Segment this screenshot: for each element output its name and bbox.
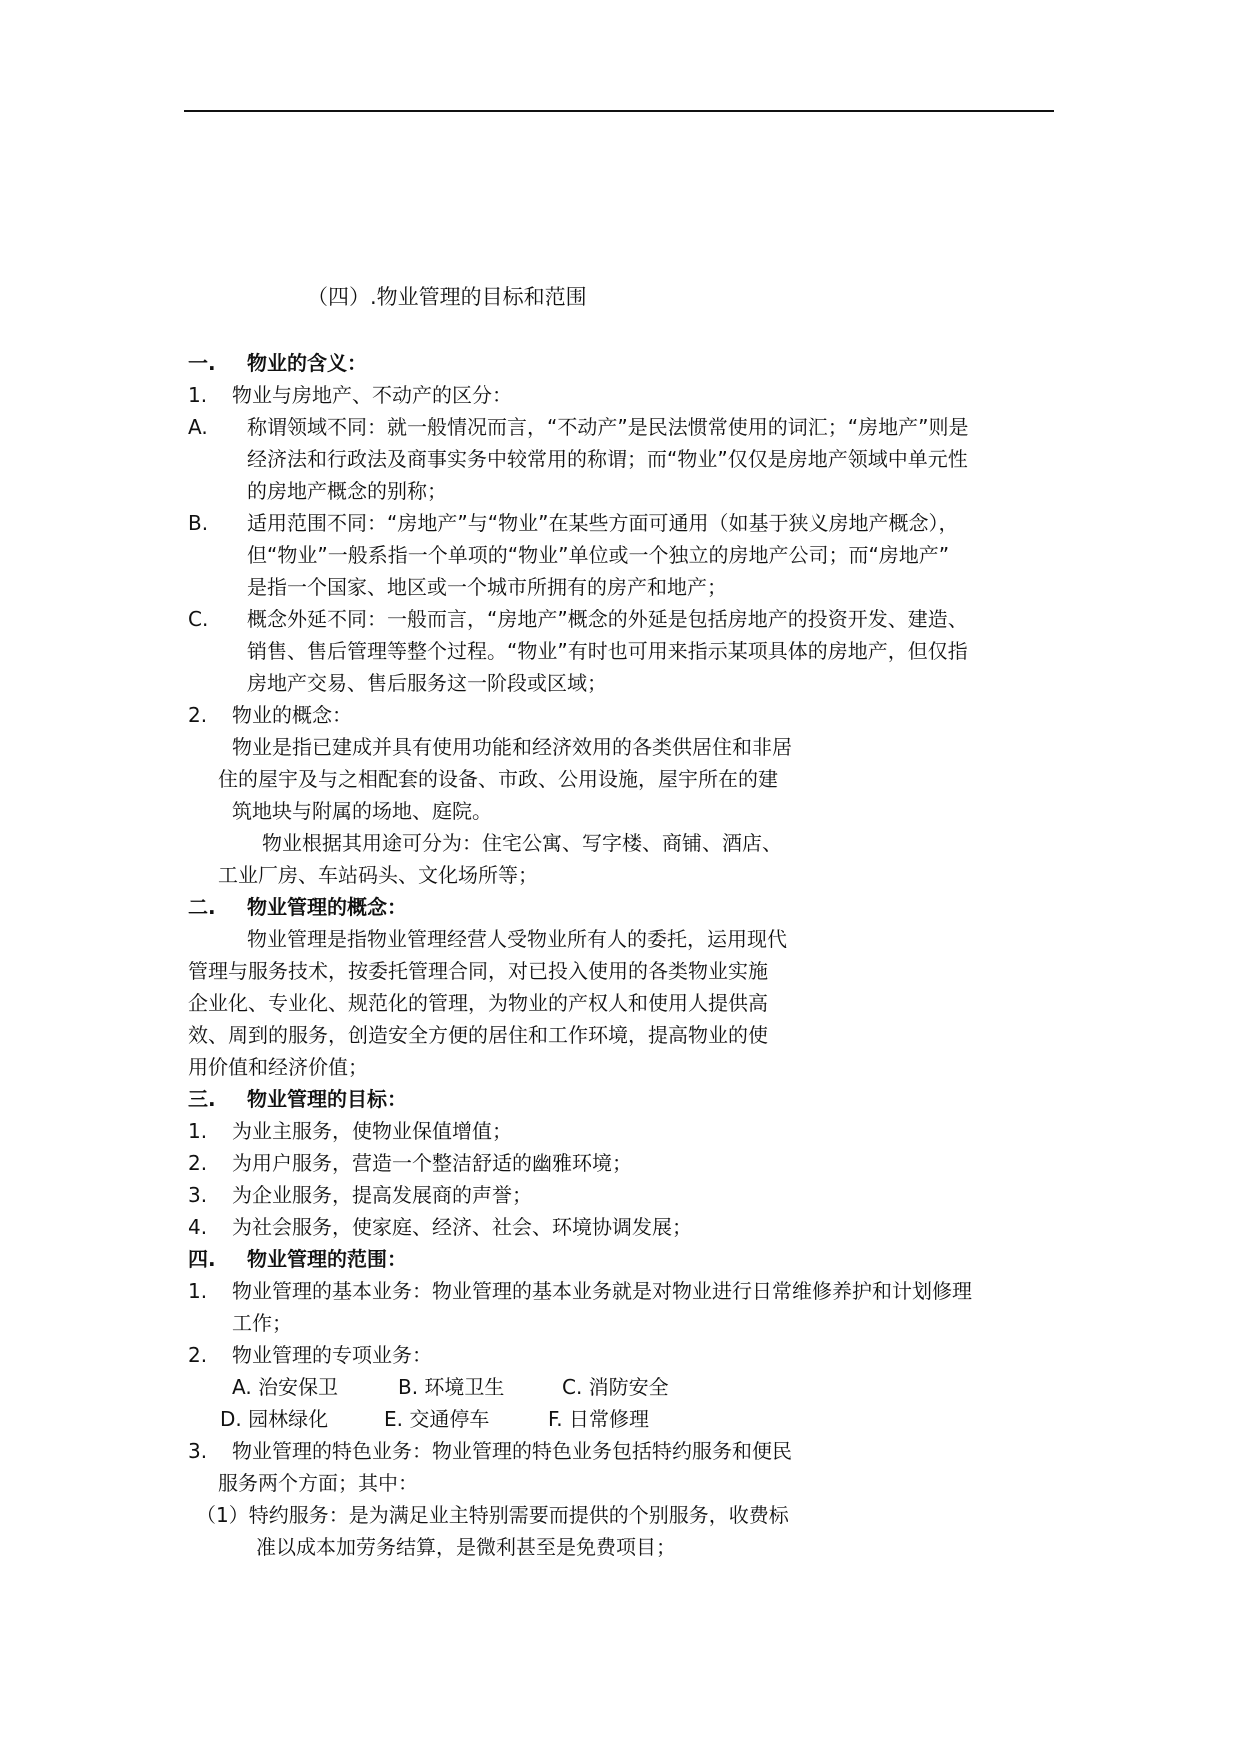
section-number: 二. <box>188 895 216 919</box>
section-number: 一. <box>188 351 216 375</box>
list-number: 1. <box>188 1119 208 1143</box>
paragraph-line: （1）特约服务：是为满足业主特别需要而提供的个别服务，收费标 <box>196 1503 789 1527</box>
paragraph-line: 是指一个国家、地区或一个城市所拥有的房产和地产； <box>247 575 727 599</box>
section-number: 四. <box>188 1247 216 1271</box>
paragraph-line: 住的屋宇及与之相配套的设备、市政、公用设施，屋宇所在的建 <box>218 767 778 791</box>
list-item: 为用户服务，营造一个整洁舒适的幽雅环境； <box>232 1151 632 1175</box>
paragraph-line: 物业管理的基本业务：物业管理的基本业务就是对物业进行日常维修养护和计划修理 <box>232 1279 972 1303</box>
list-letter: A. <box>188 415 208 439</box>
paragraph-line: 概念外延不同：一般而言，“房地产”概念的外延是包括房地产的投资开发、建造、 <box>247 607 968 631</box>
list-number: 2. <box>188 1343 208 1367</box>
list-item: 为业主服务，使物业保值增值； <box>232 1119 512 1143</box>
paragraph-line: 企业化、专业化、规范化的管理，为物业的产权人和使用人提供高 <box>188 991 768 1015</box>
list-item: 物业管理的专项业务： <box>232 1343 432 1367</box>
paragraph-line: 工作； <box>232 1311 292 1335</box>
paragraph-line: 物业根据其用途可分为：住宅公寓、写字楼、商铺、酒店、 <box>262 831 782 855</box>
paragraph-line: 用价值和经济价值； <box>188 1055 368 1079</box>
paragraph-line: 的房地产概念的别称； <box>247 479 447 503</box>
option-item: E. 交通停车 <box>384 1407 490 1431</box>
paragraph-line: 效、周到的服务，创造安全方便的居住和工作环境，提高物业的使 <box>188 1023 768 1047</box>
header-rule <box>184 110 1054 112</box>
section-heading: 物业的含义： <box>247 351 367 375</box>
list-letter: C. <box>188 607 209 631</box>
list-number: 3. <box>188 1183 208 1207</box>
option-item: C. 消防安全 <box>562 1375 669 1399</box>
paragraph-line: 准以成本加劳务结算，是微利甚至是免费项目； <box>256 1535 676 1559</box>
paragraph-line: 称谓领域不同：就一般情况而言，“不动产”是民法惯常使用的词汇；“房地产”则是 <box>247 415 969 439</box>
option-item: A. 治安保卫 <box>232 1375 339 1399</box>
paragraph-line: 筑地块与附属的场地、庭院。 <box>232 799 492 823</box>
page-title: （四）.物业管理的目标和范围 <box>307 285 587 309</box>
list-number: 1. <box>188 1279 208 1303</box>
paragraph-line: 物业是指已建成并具有使用功能和经济效用的各类供居住和非居 <box>232 735 792 759</box>
list-letter: B. <box>188 511 209 535</box>
list-number: 2. <box>188 1151 208 1175</box>
paragraph-line: 经济法和行政法及商事实务中较常用的称谓；而“物业”仅仅是房地产领域中单元性 <box>247 447 968 471</box>
list-item: 物业与房地产、不动产的区分： <box>232 383 512 407</box>
option-item: F. 日常修理 <box>548 1407 650 1431</box>
list-item: 物业的概念： <box>232 703 352 727</box>
section-heading: 物业管理的概念： <box>247 895 407 919</box>
option-item: B. 环境卫生 <box>398 1375 505 1399</box>
paragraph-line: 但“物业”一般系指一个单项的“物业”单位或一个独立的房地产公司；而“房地产” <box>247 543 950 567</box>
section-number: 三. <box>188 1087 216 1111</box>
paragraph-line: 工业厂房、车站码头、文化场所等； <box>218 863 538 887</box>
paragraph-line: 管理与服务技术，按委托管理合同，对已投入使用的各类物业实施 <box>188 959 768 983</box>
paragraph-line: 物业管理的特色业务：物业管理的特色业务包括特约服务和便民 <box>232 1439 792 1463</box>
list-number: 2. <box>188 703 208 727</box>
list-number: 3. <box>188 1439 208 1463</box>
paragraph-line: 物业管理是指物业管理经营人受物业所有人的委托，运用现代 <box>247 927 787 951</box>
option-item: D. 园林绿化 <box>220 1407 329 1431</box>
section-heading: 物业管理的目标： <box>247 1087 407 1111</box>
paragraph-line: 销售、售后管理等整个过程。“物业”有时也可用来指示某项具体的房地产，但仅指 <box>247 639 968 663</box>
list-number: 1. <box>188 383 208 407</box>
paragraph-line: 适用范围不同：“房地产”与“物业”在某些方面可通用（如基于狭义房地产概念）， <box>247 511 959 535</box>
list-item: 为社会服务，使家庭、经济、社会、环境协调发展； <box>232 1215 692 1239</box>
list-item: 为企业服务，提高发展商的声誉； <box>232 1183 532 1207</box>
paragraph-line: 服务两个方面；其中： <box>218 1471 418 1495</box>
list-number: 4. <box>188 1215 208 1239</box>
section-heading: 物业管理的范围： <box>247 1247 407 1271</box>
paragraph-line: 房地产交易、售后服务这一阶段或区域； <box>247 671 607 695</box>
